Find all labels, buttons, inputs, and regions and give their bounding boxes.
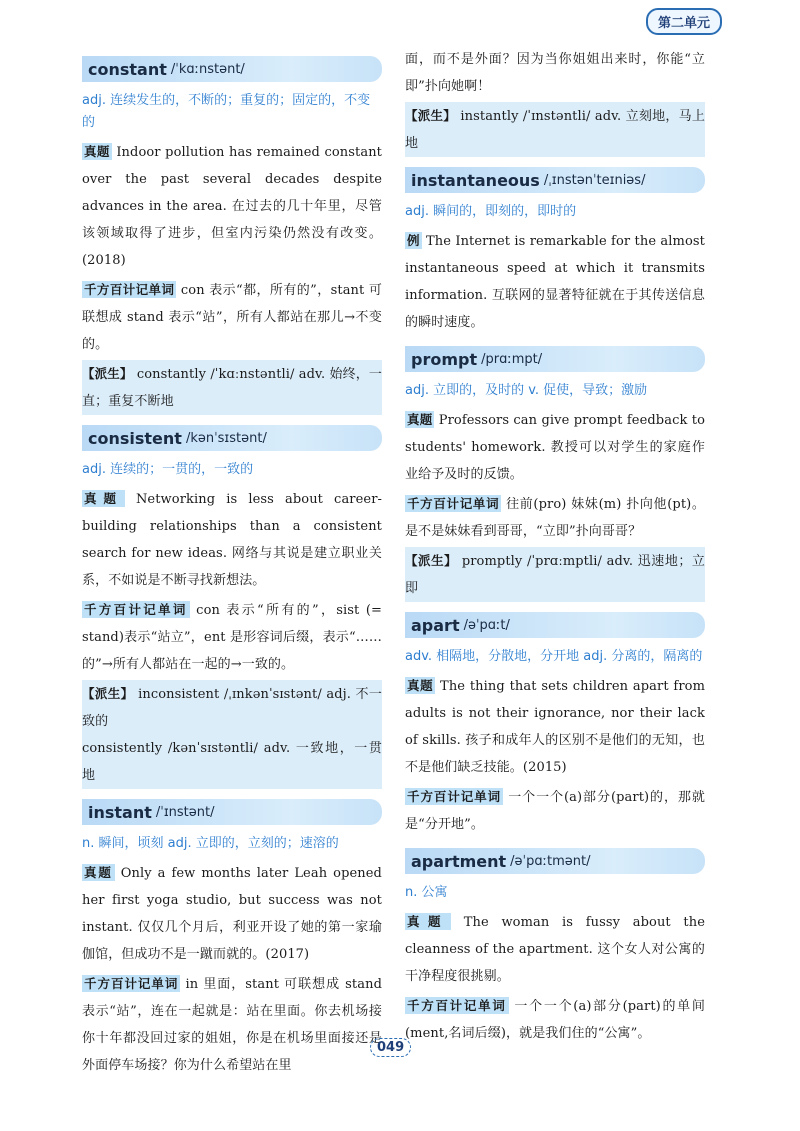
phonetic: /əˈpɑːtmənt/: [510, 853, 591, 869]
entry-header-apart: [405, 612, 705, 638]
tag-label: 真题: [407, 914, 450, 929]
derived-paragraph: [82, 680, 382, 789]
derived-paragraph: [405, 102, 705, 157]
headword: apartment: [411, 851, 507, 871]
entry-header-instant: [82, 799, 382, 825]
paragraph-text: instantly /ˈɪnstəntli/ adv. 立刻地，马上地: [405, 109, 705, 151]
right-column: [405, 46, 705, 1049]
paragraph-text: 往前(pro) 妹妹(m) 扑向他(pt)。是不是妹妹看到哥哥，“立即”扑向哥哥？: [405, 497, 705, 539]
continued-paragraph: 面，而不是外面？因为当你姐姐出来时，你能“立即”扑向她啊！: [405, 52, 705, 94]
entry-header-instantaneous: [405, 167, 705, 193]
mnemonic-paragraph: [82, 970, 382, 1079]
tag-label: 真题: [84, 491, 123, 506]
phonetic: /prɑːmpt/: [481, 351, 543, 367]
example-paragraph: [405, 227, 705, 336]
tag-label: 【派生】: [405, 553, 458, 568]
tag-label: 千方百计记单词: [84, 976, 179, 991]
example-paragraph: [82, 138, 382, 274]
phonetic: /kənˈsɪstənt/: [185, 430, 267, 446]
paragraph-text: inconsistent /ˌɪnkənˈsɪstənt/ adj. 不一致的: [82, 687, 382, 729]
mnemonic-paragraph: [405, 992, 705, 1047]
tag-label: 真题: [407, 678, 434, 693]
paragraph-text: con 表示“都，所有的”，stant 可联想成 stand 表示“站”，所有人都站在那儿→不变的。: [82, 283, 382, 352]
entry-header-consistent: [82, 425, 382, 451]
mnemonic-paragraph: [405, 490, 705, 545]
tag-label: 真题: [407, 412, 433, 427]
mnemonic-paragraph: [405, 783, 705, 838]
tag-label: 千方百计记单词: [407, 496, 500, 511]
paragraph-text: promptly /ˈprɑːmptli/ adv. 迅速地；立即: [405, 554, 705, 596]
derived-paragraph: [405, 547, 705, 602]
tag-label: 千方百计记单词: [84, 282, 175, 297]
example-paragraph: [405, 672, 705, 781]
paragraph-text: con 表示“所有的”，sist (= stand)表示“站立”，ent 是形容词后缀，表示“……的”→所有人都站在一起的→一致的。: [82, 603, 382, 672]
unit-tab: 第二单元: [646, 8, 722, 35]
headword: instant: [88, 802, 152, 822]
phonetic: /ˌɪnstənˈteɪniəs/: [543, 172, 646, 188]
tag-label: 【派生】: [82, 686, 134, 701]
paragraph-text: in 里面，stant 可联想成 stand 表示“站”，连在一起就是：站在里面。你去机场接你十年都没回过家的姐姐，你是在机场里面接还是外面停车场接？你为什么希望站在里: [82, 977, 382, 1073]
tag-label: 千方百计记单词: [407, 998, 507, 1013]
tag-label: 【派生】: [82, 366, 133, 381]
paragraph-text: 一个一个(a)部分(part)的单间(ment,名词后缀)，就是我们住的“公寓”。: [405, 999, 705, 1041]
paragraph-text: Networking is less about career-building relationships than a consistent search for new ideas. 网络与其说是建立职业关系，不如说是不断寻找新想法。: [82, 492, 382, 588]
headword: constant: [88, 59, 167, 79]
phonetic: /əˈpɑːt/: [463, 617, 510, 633]
headword: instantaneous: [411, 170, 540, 190]
headword: apart: [411, 615, 460, 635]
part-of-speech: adj. 连续的；一贯的，一致的: [82, 462, 254, 477]
paragraph-text: Indoor pollution has remained constant over the past several decades despite advances in the area. 在过去的几十年里，尽管该领域取得了进步，但室内污染仍然没有改变。(2018): [82, 145, 382, 268]
example-paragraph: [82, 485, 382, 594]
phonetic: /ˈɪnstənt/: [155, 804, 215, 820]
entry-header-constant: [82, 56, 382, 82]
part-of-speech: adj. 立即的，及时的 v. 促使，导致；激励: [405, 383, 648, 398]
page-number: 049: [370, 1038, 411, 1057]
mnemonic-paragraph: [82, 276, 382, 358]
tag-label: 【派生】: [405, 108, 456, 123]
phonetic: /ˈkɑːnstənt/: [170, 61, 245, 77]
example-paragraph: [82, 859, 382, 968]
entry-header-prompt: [405, 346, 705, 372]
part-of-speech: n. 瞬间，顷刻 adj. 立即的，立刻的；速溶的: [82, 836, 339, 851]
paragraph-text: The thing that sets children apart from adults is not their ignorance, nor their lack of skills. 孩子和成年人的区别不是他们的无知，也不是他们缺乏技能。(2015): [405, 679, 705, 775]
part-of-speech: adj. 瞬间的，即刻的，即时的: [405, 204, 577, 219]
paragraph-text: consistently /kənˈsɪstəntli/ adv. 一致地，一贯地: [82, 741, 382, 783]
derived-paragraph: [82, 360, 382, 415]
paragraph-text: Only a few months later Leah opened her first yoga studio, but success was not instant. 仅仅几个月后，利亚开设了她的第一家瑜伽馆，但成功不是一蹴而就的。(2017): [82, 866, 382, 962]
part-of-speech: adv. 相隔地，分散地，分开地 adj. 分离的，隔离的: [405, 649, 703, 664]
tag-label: 真题: [84, 865, 113, 880]
tag-label: 例: [407, 233, 420, 248]
paragraph-text: constantly /ˈkɑːnstəntli/ adv. 始终，一直；重复不断地: [82, 367, 382, 409]
example-paragraph: [405, 406, 705, 488]
headword: consistent: [88, 428, 182, 448]
tag-label: 千方百计记单词: [407, 789, 502, 804]
paragraph-text: Professors can give prompt feedback to students' homework. 教授可以对学生的家庭作业给予及时的反馈。: [405, 413, 706, 482]
left-column: [82, 46, 382, 1081]
headword: prompt: [411, 349, 478, 369]
paragraph-text: The Internet is remarkable for the almost instantaneous speed at which it transmits information. 互联网的显著特征就在于其传送信息的瞬时速度。: [405, 234, 705, 330]
tag-label: 真题: [84, 144, 110, 159]
part-of-speech: adj. 连续发生的，不断的；重复的；固定的，不变的: [82, 93, 371, 130]
mnemonic-paragraph: [82, 596, 382, 678]
paragraph-text: 一个一个(a)部分(part)的，那就是“分开地”。: [405, 790, 705, 832]
example-paragraph: [405, 908, 705, 990]
entry-header-apartment: [405, 848, 705, 874]
part-of-speech: n. 公寓: [405, 885, 448, 900]
paragraph-text: The woman is fussy about the cleanness of the apartment. 这个女人对公寓的干净程度很挑剔。: [405, 915, 706, 984]
tag-label: 千方百计记单词: [84, 602, 188, 617]
